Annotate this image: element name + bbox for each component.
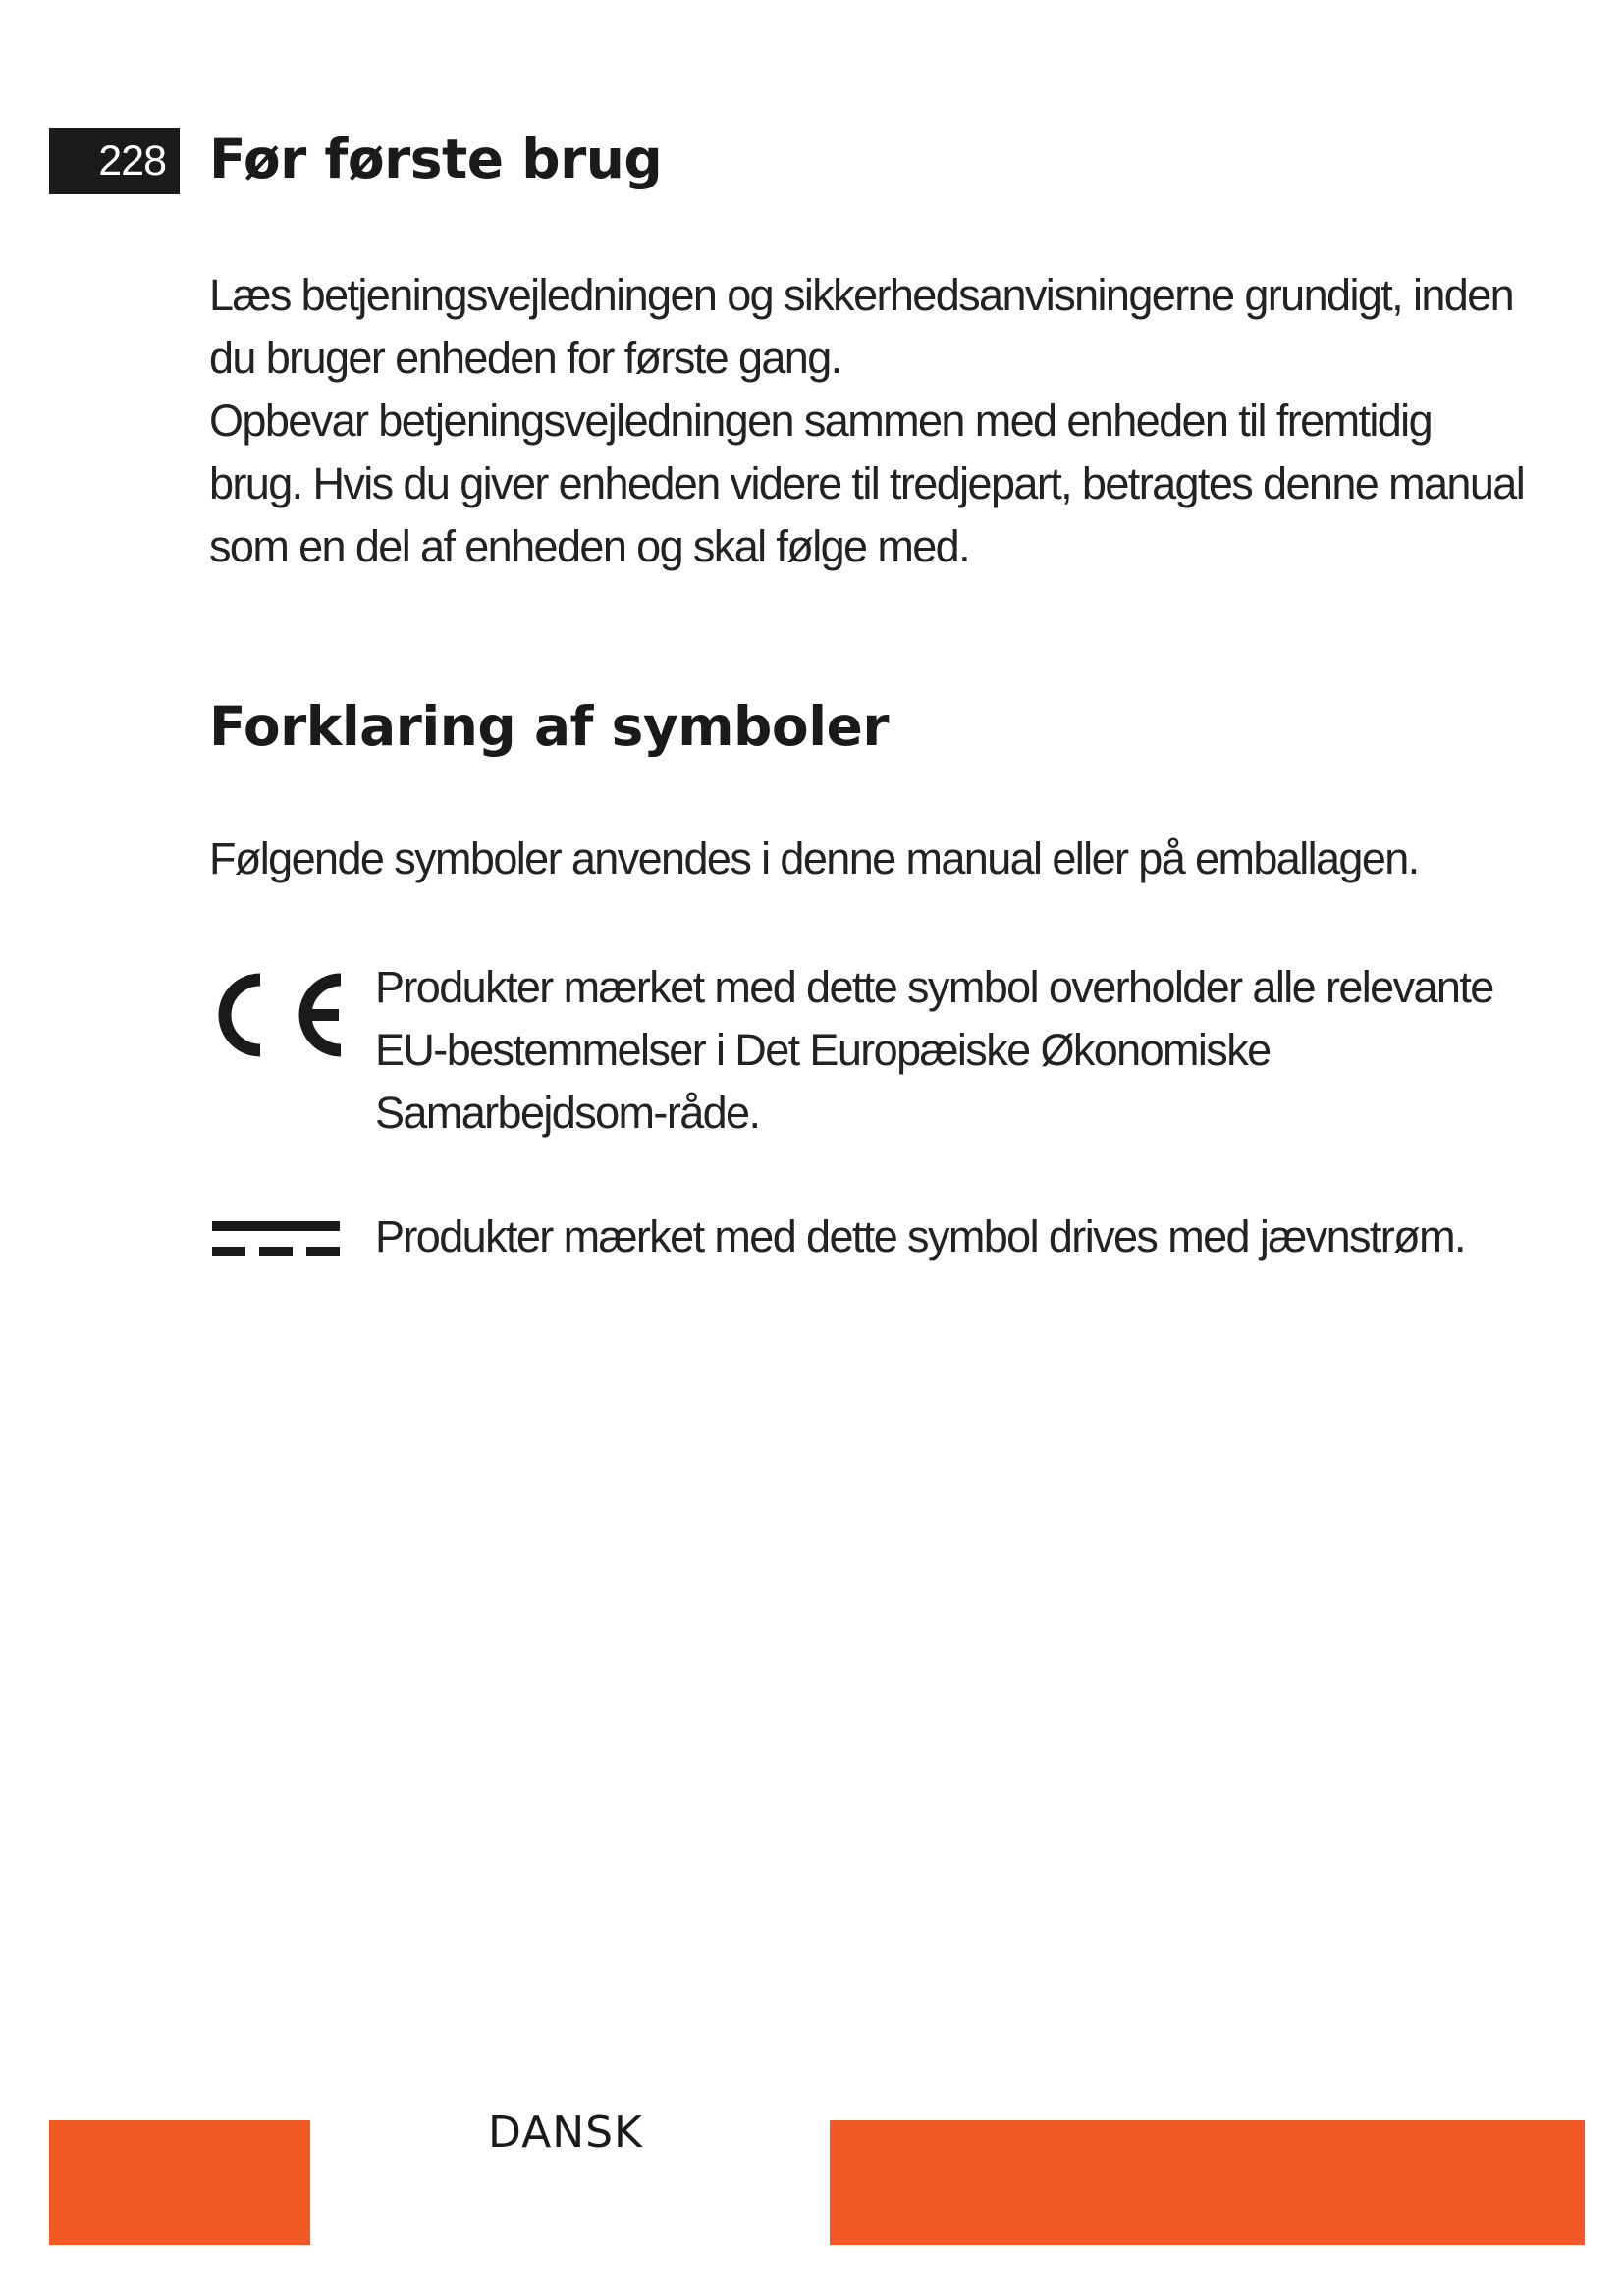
first-use-paragraph-2: Opbevar betjeningsvejledningen sammen med enheden til fremtidig brug. Hvis du giver enheden videre til tredjepart, betragtes denne manual som en del af enheden og skal følge med. bbox=[209, 396, 1525, 571]
footer-accent-bar-left bbox=[49, 2120, 310, 2245]
symbols-intro-text: Følgende symboler anvendes i denne manual eller på emballagen. bbox=[209, 833, 1419, 883]
page-number: 228 bbox=[49, 128, 180, 194]
heading-before-first-use: Før første brug bbox=[209, 128, 663, 190]
language-label: DANSK bbox=[488, 2108, 643, 2158]
direct-current-icon bbox=[209, 1219, 343, 1266]
ce-mark-description: Produkter mærket med dette symbol overholder alle relevante EU-bestemmelser i Det Europæiske Økonomiske Samarbejdsom-råde. bbox=[375, 962, 1493, 1138]
ce-mark-icon bbox=[209, 966, 347, 1064]
heading-symbol-explanation: Forklaring af symboler bbox=[209, 695, 889, 758]
first-use-paragraph-1: Læs betjeningsvejledningen og sikkerhedsanvisningerne grundigt, inden du bruger enheden for første gang. bbox=[209, 270, 1514, 383]
footer-accent-bar-right bbox=[830, 2120, 1585, 2245]
dc-description: Produkter mærket med dette symbol drives med jævnstrøm. bbox=[375, 1211, 1465, 1261]
first-use-text bbox=[209, 264, 1525, 578]
